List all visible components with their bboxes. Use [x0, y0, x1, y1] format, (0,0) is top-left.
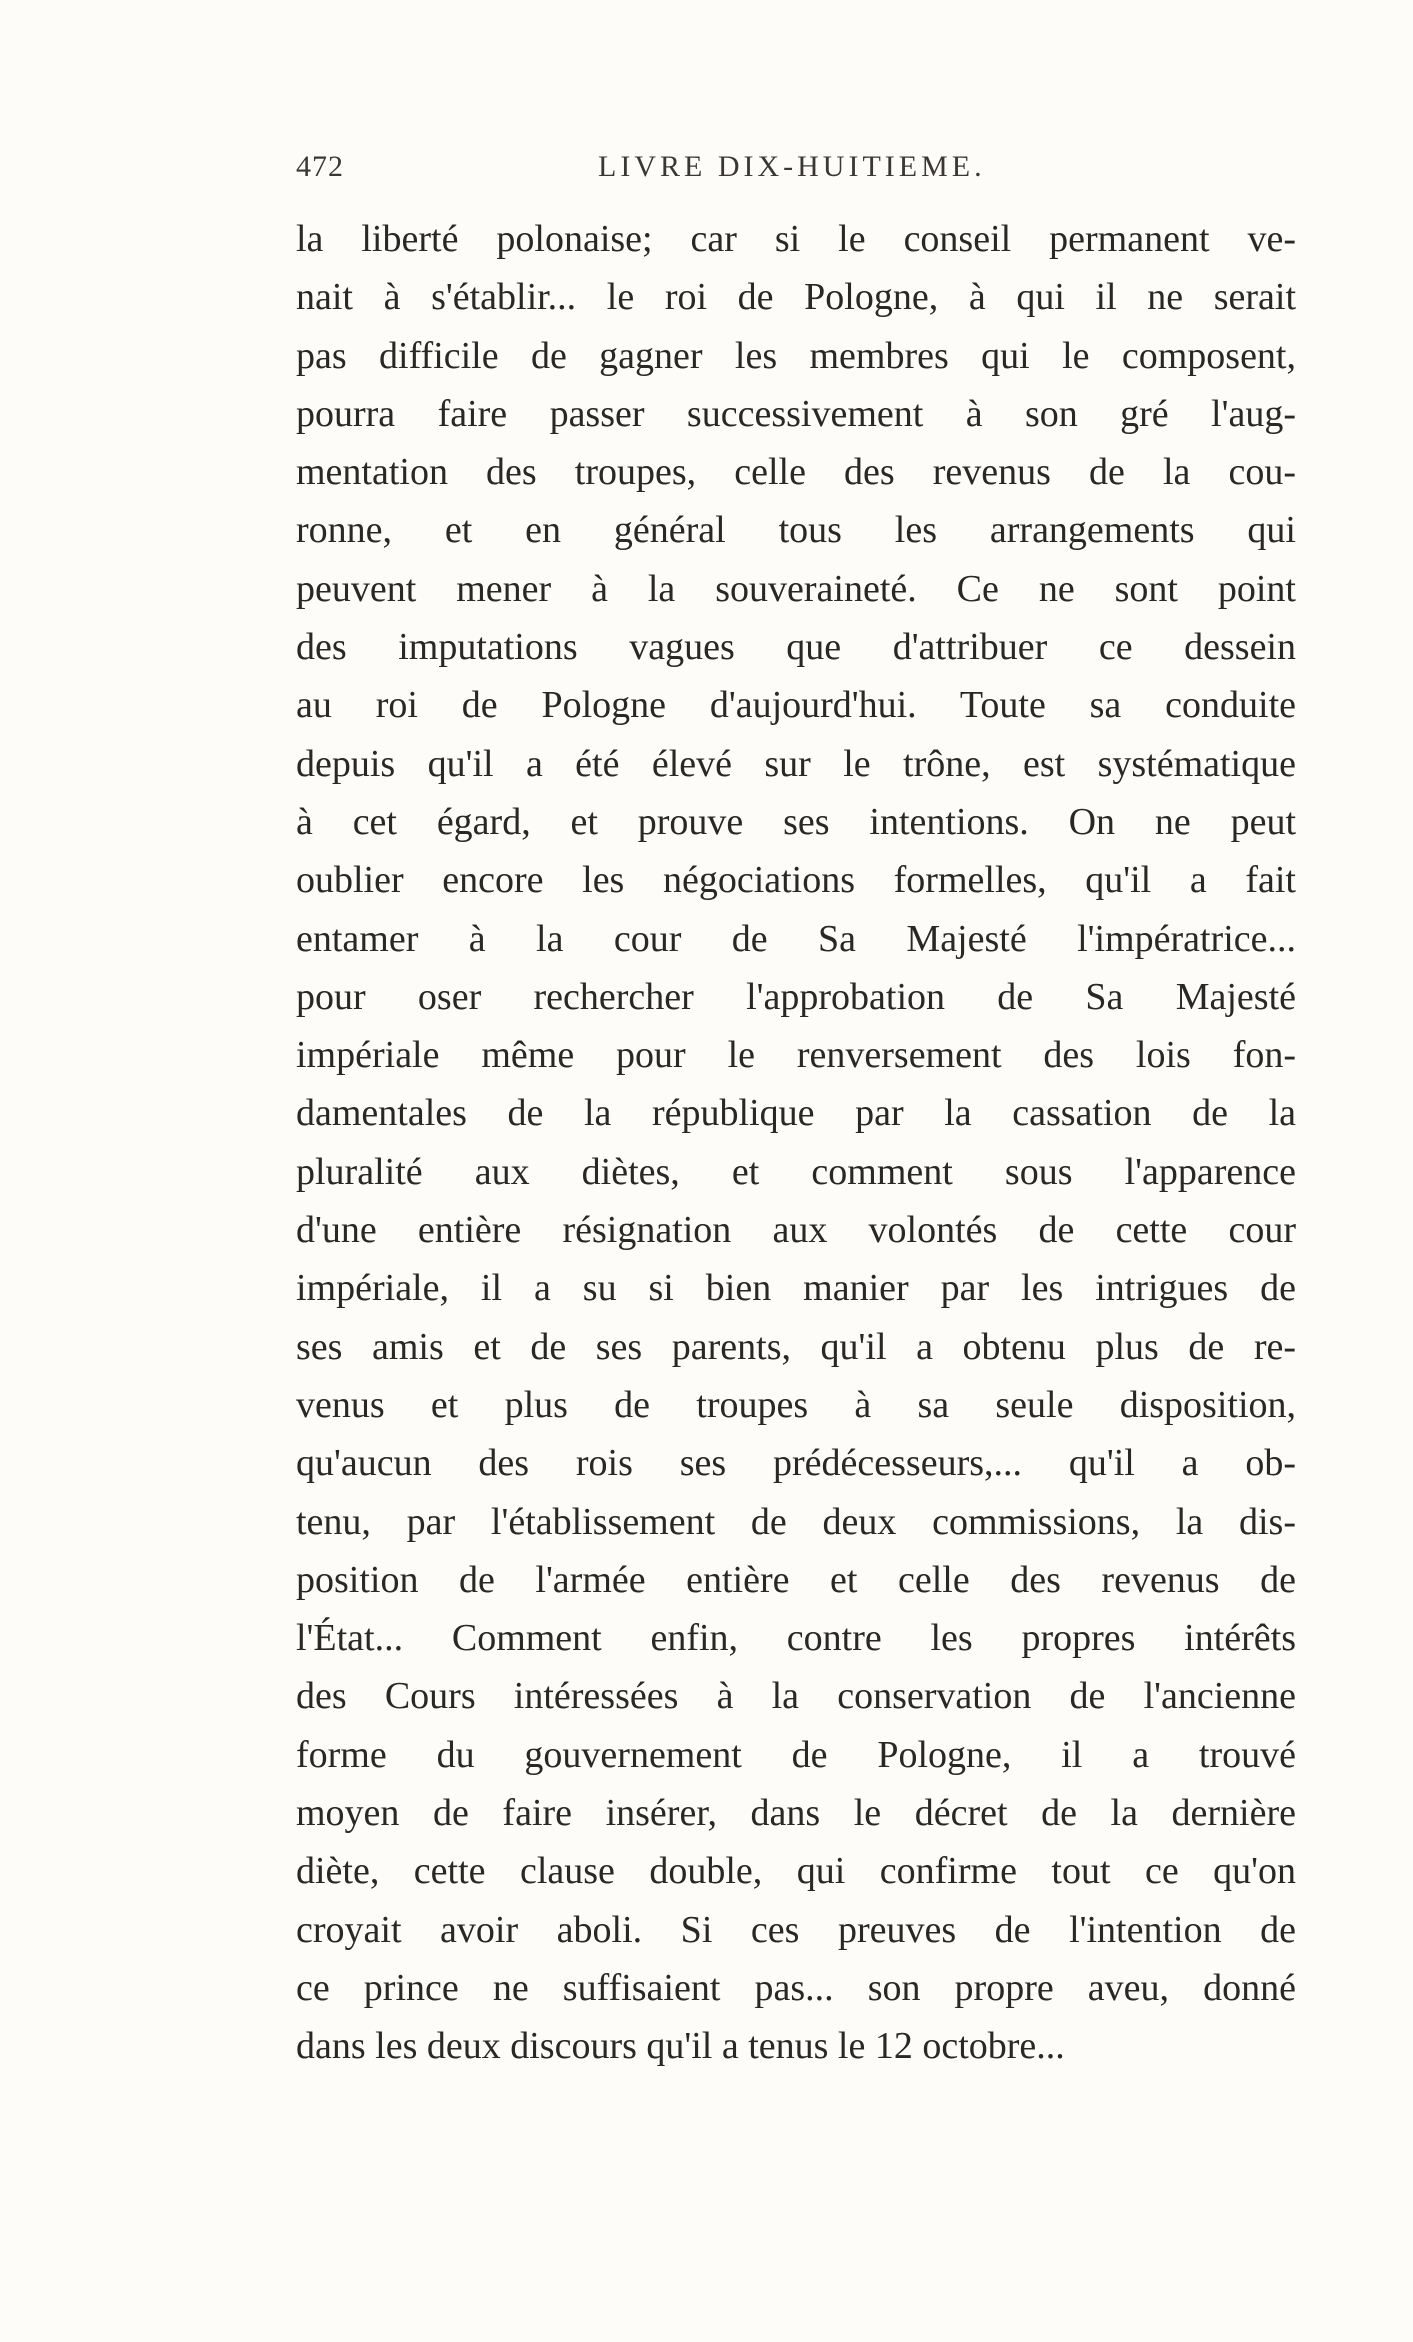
text-line: moyen de faire insérer, dans le décret de la dernière — [296, 1792, 1296, 1835]
text-line: entamer à la cour de Sa Majesté l'impératrice... — [296, 917, 1296, 960]
text-line: depuis qu'il a été élevé sur le trône, est systématique — [296, 742, 1296, 785]
text-line: ronne, et en général tous les arrangements qui — [296, 509, 1296, 552]
running-head — [296, 150, 1296, 190]
text-line: mentation des troupes, celle des revenus de la cou- — [296, 451, 1296, 494]
text-line: tenu, par l'établissement de deux commissions, la dis- — [296, 1500, 1296, 1543]
text-line: des Cours intéressées à la conservation de l'ancienne — [296, 1675, 1296, 1718]
text-line: la liberté polonaise; car si le conseil permanent ve- — [296, 218, 1296, 260]
text-line: forme du gouvernement de Pologne, il a trouvé — [296, 1733, 1296, 1776]
text-line: ce prince ne suffisaient pas... son propre aveu, donné — [296, 1966, 1296, 2009]
text-line: pourra faire passer successivement à son gré l'aug- — [296, 392, 1296, 435]
text-line: nait à s'établir... le roi de Pologne, à qui il ne serait — [296, 276, 1296, 319]
text-line: ses amis et de ses parents, qu'il a obtenu plus de re- — [296, 1325, 1296, 1368]
text-line: croyait avoir aboli. Si ces preuves de l'intention de — [296, 1908, 1296, 1951]
text-line: oublier encore les négociations formelles, qu'il a fait — [296, 859, 1296, 902]
text-line: diète, cette clause double, qui confirme tout ce qu'on — [296, 1850, 1296, 1893]
body-text — [296, 210, 1296, 2076]
text-line: des imputations vagues que d'attribuer ce dessein — [296, 626, 1296, 669]
text-line: pas difficile de gagner les membres qui le composent, — [296, 334, 1296, 377]
text-line: à cet égard, et prouve ses intentions. On ne peut — [296, 800, 1296, 843]
text-line: peuvent mener à la souveraineté. Ce ne sont point — [296, 567, 1296, 610]
text-line: damentales de la république par la cassation de la — [296, 1092, 1296, 1135]
text-line: au roi de Pologne d'aujourd'hui. Toute sa conduite — [296, 684, 1296, 727]
text-line: impériale, il a su si bien manier par les intrigues de — [296, 1267, 1296, 1310]
text-line: pluralité aux diètes, et comment sous l'apparence — [296, 1150, 1296, 1193]
text-line: venus et plus de troupes à sa seule disposition, — [296, 1383, 1296, 1426]
text-line: qu'aucun des rois ses prédécesseurs,... qu'il a ob- — [296, 1442, 1296, 1485]
running-title: LIVRE DIX-HUITIEME. — [598, 150, 986, 183]
text-line: l'État... Comment enfin, contre les propres intérêts — [296, 1617, 1296, 1660]
text-line: dans les deux discours qu'il a tenus le 12 octobre... — [296, 2025, 1065, 2068]
text-line: d'une entière résignation aux volontés de cette cour — [296, 1209, 1296, 1252]
text-line: impériale même pour le renversement des lois fon- — [296, 1034, 1296, 1077]
text-line: position de l'armée entière et celle des revenus de — [296, 1558, 1296, 1601]
page-number: 472 — [296, 150, 344, 183]
text-line: pour oser rechercher l'approbation de Sa Majesté — [296, 975, 1296, 1018]
